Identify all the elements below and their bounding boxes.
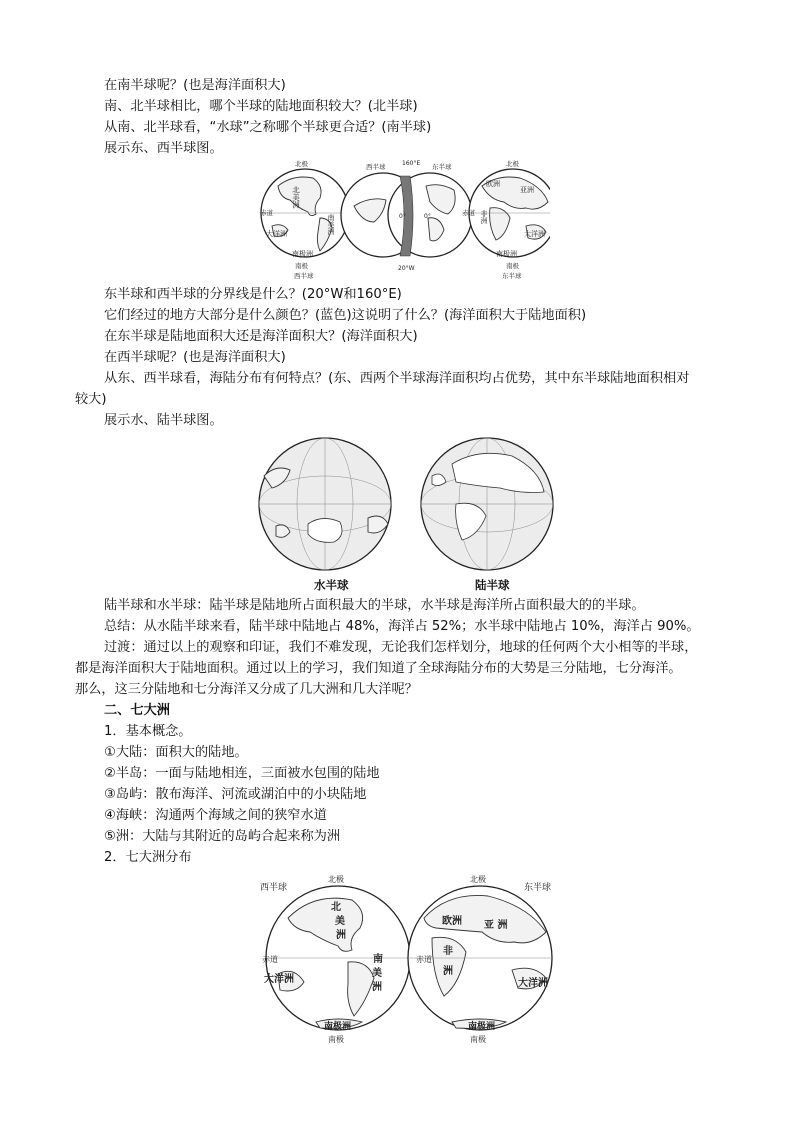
oceania-label: 大洋洲 — [524, 230, 545, 238]
equator-label: 赤道 — [262, 955, 278, 964]
text-line: 展示东、西半球图。 — [104, 141, 223, 156]
text-line: ③岛屿：散布海洋、河流或湖泊中的小块陆地 — [104, 787, 367, 802]
text-line: 在南半球呢？(也是海洋面积大) — [104, 78, 286, 93]
degree-20w-label: 20°W — [398, 265, 415, 272]
south-pole-label: 南极 — [295, 262, 308, 270]
text-line: ②半岛：一面与陆地相连，三面被水包围的陆地 — [104, 766, 380, 781]
antarctica-label: 南极洲 — [292, 250, 313, 258]
oceania-label: 大洋洲 — [266, 230, 287, 238]
equator-label: 赤道 — [416, 955, 432, 964]
n-america-label-1: 北 — [331, 902, 341, 913]
text-line: 展示水、陆半球图。 — [104, 413, 223, 428]
africa-label-1: 非 — [443, 946, 453, 957]
east-hemisphere-label: 东半球 — [524, 883, 552, 893]
text-line: 都是海洋面积大于陆地面积。通过以上的学习，我们知道了全球海陆分布的大势是三分陆地，七分海洋。 — [75, 661, 682, 676]
antarctica-label: 南极洲 — [496, 250, 517, 258]
text-line: 那么，这三分陆地和七分海洋又分成了几大洲和几大洋呢？ — [75, 682, 418, 697]
antarctica-label: 南极洲 — [324, 1022, 352, 1032]
land-hemisphere-caption: 陆半球 — [475, 578, 510, 592]
s-america-label-1: 南 — [373, 954, 383, 965]
north-pole-label: 北极 — [328, 875, 344, 884]
text-line: ④海峡：沟通两个海域之间的狭窄水道 — [104, 808, 327, 823]
europe-label: 欧洲 — [486, 180, 500, 188]
text-line: 东半球和西半球的分界线是什么？(20°W和160°E) — [104, 287, 402, 302]
text-line: 从南、北半球看，“水球”之称哪个半球更合适？(南半球) — [104, 120, 432, 135]
s-america-label-2: 美 — [372, 968, 382, 979]
east-hemisphere-label: 东半球 — [502, 272, 522, 280]
text-line: 较大) — [75, 392, 107, 407]
text-line: ⑤洲：大陆与其附近的岛屿合起来称为洲 — [104, 829, 341, 844]
text-line: 在西半球呢？(也是海洋面积大) — [104, 350, 286, 365]
s-america-label: 南美洲 — [327, 214, 335, 235]
west-hemisphere-label: 西半球 — [260, 883, 288, 893]
text-line: 它们经过的地方大部分是什么颜色？(蓝色)这说明了什么？(海洋面积大于陆地面积) — [104, 308, 587, 323]
north-pole-label: 北极 — [470, 875, 486, 884]
south-pole-label: 南极 — [328, 1035, 344, 1044]
water-land-hemisphere-map — [256, 436, 556, 576]
asia-label: 亚 洲 — [484, 920, 508, 931]
east-west-hemisphere-map — [258, 156, 550, 286]
water-hemisphere-caption: 水半球 — [314, 578, 349, 592]
text-line: 1．基本概念。 — [104, 724, 192, 739]
africa-label: 非洲 — [480, 210, 488, 224]
text-line: 陆半球和水半球：陆半球是陆地所占面积最大的半球，水半球是海洋所占面积最大的的半球。 — [104, 598, 645, 613]
asia-label: 亚洲 — [520, 186, 534, 194]
north-pole-label: 北极 — [295, 160, 308, 168]
oceania-label: 大洋洲 — [264, 974, 294, 985]
equator-label: 赤道 — [462, 209, 475, 217]
degree-0-label: 0° — [424, 213, 431, 220]
text-line: ①大陆：面积大的陆地。 — [104, 745, 248, 760]
text-line: 从东、西半球看，海陆分布有何特点？(东、西两个半球海洋面积均占优势，其中东半球陆地面积相对 — [104, 371, 690, 386]
oceania-label: 大洋洲 — [518, 978, 548, 989]
text-line: 2．七大洲分布 — [104, 850, 192, 865]
south-pole-label: 南极 — [470, 1035, 486, 1044]
east-hemisphere-label: 东半球 — [432, 163, 452, 171]
n-america-label: 北美洲 — [291, 186, 301, 209]
degree-160e-label: 160°E — [402, 160, 421, 167]
antarctica-label: 南极洲 — [468, 1022, 496, 1032]
south-pole-label: 南极 — [506, 262, 519, 270]
s-america-label-3: 洲 — [372, 982, 382, 993]
west-hemisphere-label: 西半球 — [294, 272, 314, 280]
africa-label-2: 洲 — [443, 966, 453, 977]
equator-label: 赤道 — [260, 209, 273, 217]
text-line: 过渡：通过以上的观察和印证，我们不难发现，无论我们怎样划分，地球的任何两个大小相等的半球， — [104, 640, 698, 655]
section-heading: 二、七大洲 — [104, 703, 170, 718]
west-hemisphere-label: 西半球 — [366, 163, 386, 171]
text-line: 南、北半球相比，哪个半球的陆地面积较大？(北半球) — [104, 99, 418, 114]
europe-label: 欧洲 — [442, 916, 462, 927]
text-line: 总结：从水陆半球来看，陆半球中陆地占 48%，海洋占 52%；水半球中陆地占 10%，海洋占 90%。 — [104, 619, 700, 634]
n-america-label-2: 美 — [335, 916, 345, 927]
north-pole-label: 北极 — [506, 160, 519, 168]
seven-continents-map — [256, 866, 556, 1048]
text-line: 在东半球是陆地面积大还是海洋面积大？(海洋面积大) — [104, 329, 418, 344]
degree-0-label: 0° — [399, 213, 406, 220]
n-america-label-3: 洲 — [336, 930, 346, 941]
